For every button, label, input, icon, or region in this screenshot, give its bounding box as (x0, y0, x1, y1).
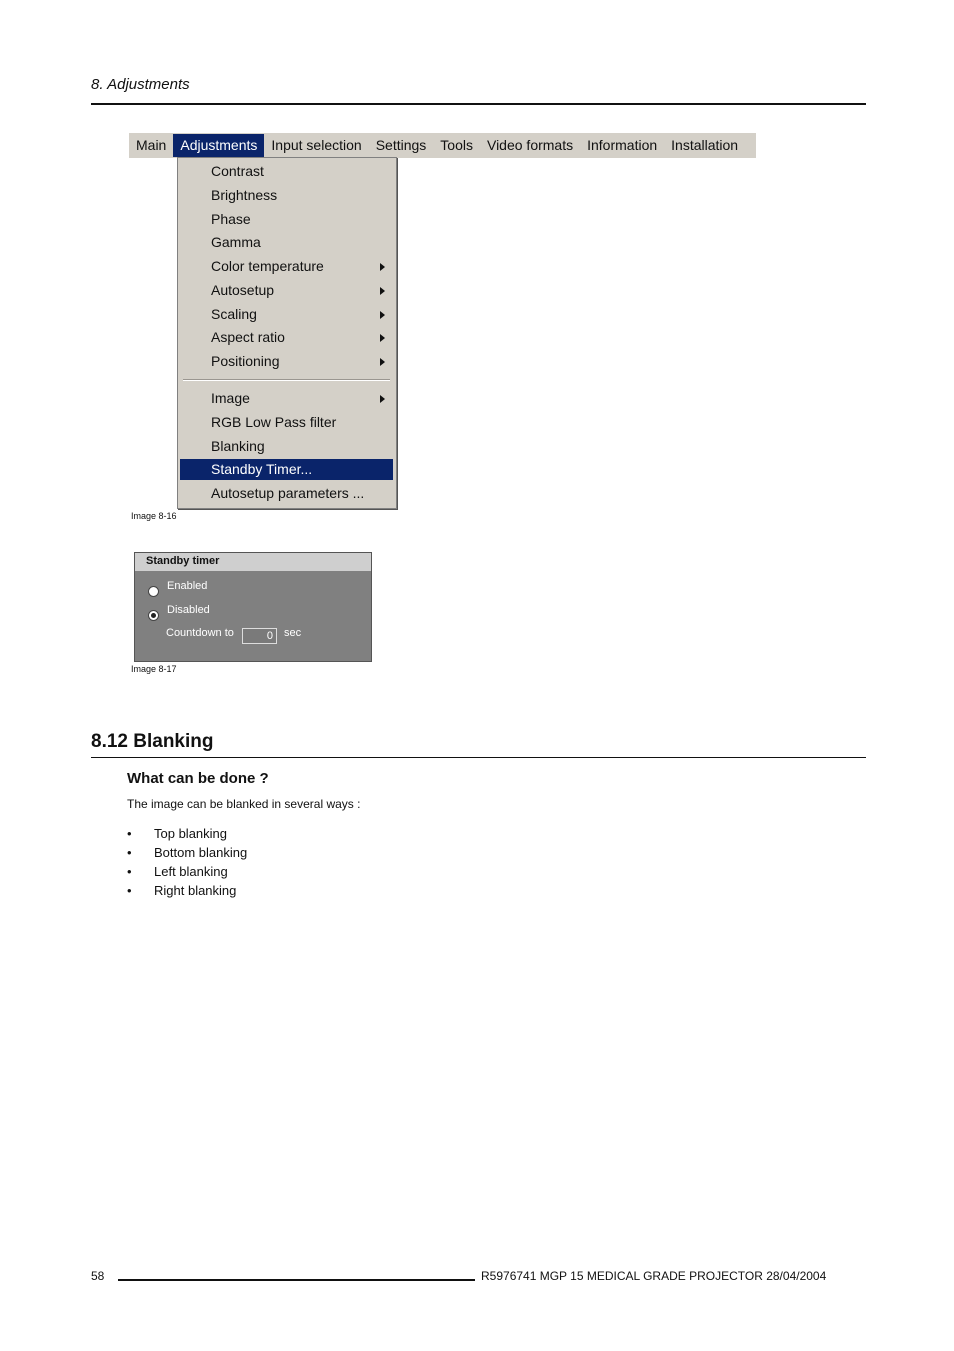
menu-item-brightness[interactable] (180, 185, 393, 206)
menu-item-contrast[interactable] (180, 161, 393, 182)
section-rule (91, 757, 866, 758)
page-number: 58 (91, 1269, 105, 1283)
menu-item-label: Scaling (211, 306, 257, 322)
menu-item-label: Image (211, 390, 250, 406)
menu-item-color-temperature[interactable] (180, 256, 393, 277)
bullet-icon: • (127, 864, 132, 879)
menu-information[interactable]: Information (587, 137, 658, 153)
menu-item-label: Phase (211, 211, 251, 227)
submenu-arrow-icon (380, 395, 385, 403)
list-item (127, 883, 247, 902)
intro-paragraph: The image can be blanked in several ways : (127, 797, 361, 811)
menu-video-formats[interactable]: Video formats (486, 137, 574, 153)
enabled-radio[interactable] (148, 586, 159, 597)
dialog-title: Standby timer (135, 553, 371, 571)
blanking-list (127, 826, 247, 902)
menu-input-selection[interactable]: Input selection (271, 137, 362, 153)
radio-selected-dot (151, 613, 156, 618)
menu-item-aspect-ratio[interactable] (180, 327, 393, 348)
menu-separator (183, 379, 390, 381)
menu-adjustments[interactable]: Adjustments (173, 134, 264, 157)
countdown-unit: sec (284, 627, 302, 639)
menu-item-label: Blanking (211, 438, 265, 454)
image-caption: Image 8-16 (131, 511, 177, 521)
bullet-icon: • (127, 845, 132, 860)
menu-item-label: Brightness (211, 187, 278, 203)
menu-item-label: Contrast (211, 163, 264, 179)
menu-item-label: Autosetup parameters ... (211, 485, 365, 501)
submenu-arrow-icon (380, 287, 385, 295)
menu-item-phase[interactable] (180, 209, 393, 230)
list-item-text: Top blanking (154, 826, 227, 841)
menu-item-autosetup[interactable] (180, 280, 393, 301)
list-item-text: Left blanking (154, 864, 228, 879)
menu-item-label: Positioning (211, 353, 280, 369)
enabled-label: Enabled (167, 580, 208, 592)
countdown-label: Countdown to (166, 627, 234, 639)
menu-item-label: Aspect ratio (211, 329, 285, 345)
menu-item-label: RGB Low Pass filter (211, 414, 337, 430)
menu-item-autosetup-parameters[interactable] (180, 483, 393, 504)
image-caption: Image 8-17 (131, 664, 177, 674)
disabled-radio[interactable] (148, 610, 159, 621)
adjustments-dropdown (177, 157, 397, 509)
subheading: What can be done ? (127, 770, 269, 787)
menu-item-rgb-low-pass-filter[interactable] (180, 412, 393, 433)
menu-bar (129, 133, 756, 158)
menu-item-label: Color temperature (211, 258, 324, 274)
menu-installation[interactable]: Installation (671, 137, 739, 153)
menu-item-blanking[interactable] (180, 436, 393, 457)
submenu-arrow-icon (380, 311, 385, 319)
menu-item-standby-timer[interactable] (180, 459, 393, 480)
chapter-header: 8. Adjustments (91, 76, 190, 93)
bullet-icon: • (127, 826, 132, 841)
menu-main[interactable]: Main (136, 137, 167, 153)
menu-item-image[interactable] (180, 388, 393, 409)
menu-tools[interactable]: Tools (440, 137, 473, 153)
menu-item-positioning[interactable] (180, 351, 393, 372)
header-rule (91, 103, 866, 105)
menu-settings[interactable]: Settings (375, 137, 427, 153)
list-item-text: Bottom blanking (154, 845, 248, 860)
standby-timer-dialog (134, 552, 372, 662)
submenu-arrow-icon (380, 263, 385, 271)
submenu-arrow-icon (380, 358, 385, 366)
menu-item-gamma[interactable] (180, 232, 393, 253)
countdown-input[interactable]: 0 (242, 628, 277, 644)
submenu-arrow-icon (380, 334, 385, 342)
list-item (127, 826, 247, 845)
menu-item-label: Standby Timer... (211, 461, 313, 477)
disabled-label: Disabled (167, 604, 210, 616)
list-item-text: Right blanking (154, 883, 237, 898)
bullet-icon: • (127, 883, 132, 898)
list-item (127, 864, 247, 883)
menu-item-label: Autosetup (211, 282, 275, 298)
list-item (127, 845, 247, 864)
section-title: 8.12 Blanking (91, 731, 214, 752)
menu-item-label: Gamma (211, 234, 261, 250)
footer-rule (118, 1279, 475, 1281)
menu-item-scaling[interactable] (180, 304, 393, 325)
footer-reference: R5976741 MGP 15 MEDICAL GRADE PROJECTOR 28/04/2004 (481, 1269, 827, 1283)
